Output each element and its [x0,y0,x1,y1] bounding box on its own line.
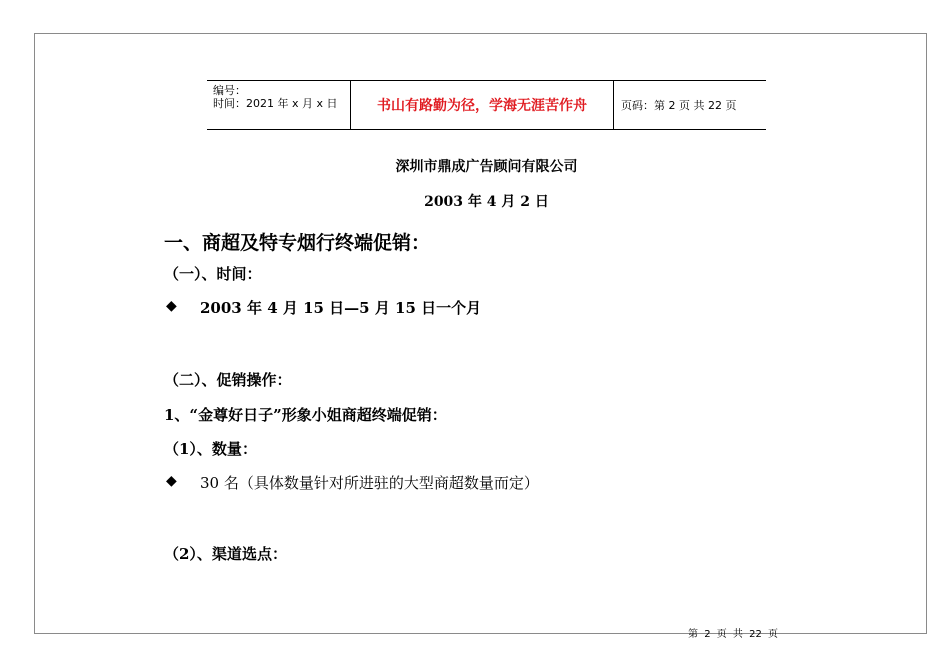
bullet-text-date-range: 2003 年 4 月 15 日—5 月 15 日一个月 [200,299,482,317]
item-1-sub-1-title: （1）、数量： [164,440,257,458]
page-number-label: 页码：第 2 页 共 22 页 [621,99,737,112]
company-name: 深圳市鼎成广告顾问有限公司 [395,159,578,175]
bullet-item [166,473,177,489]
number-label: 编号： [213,84,246,97]
subsection-1-title: （一）、时间： [164,265,262,283]
diamond-bullet-icon: ◆ [166,298,177,314]
page-number-cell [614,81,766,129]
bullet-item [166,298,177,314]
subsection-2-title: （二）、促销操作： [164,371,292,389]
bullet-text-quantity: 30 名（具体数量针对所进驻的大型商超数量而定） [200,474,539,492]
diamond-bullet-icon: ◆ [166,473,177,489]
footer-page-number: 第 2 页 共 22 页 [688,629,778,640]
header-table [207,80,766,130]
header-meta-cell [207,81,350,129]
section-1-title: 一、商超及特专烟行终端促销： [164,232,431,254]
motto-cell [350,81,614,129]
time-label: 时间：2021 年 x 月 x 日 [213,97,338,110]
item-1-title: 1、“金尊好日子”形象小姐商超终端促销： [164,406,447,424]
item-1-sub-2-title: （2）、渠道选点： [164,545,287,563]
motto-text: 书山有路勤为径，学海无涯苦作舟 [377,98,587,114]
document-date: 2003 年 4 月 2 日 [424,194,549,210]
